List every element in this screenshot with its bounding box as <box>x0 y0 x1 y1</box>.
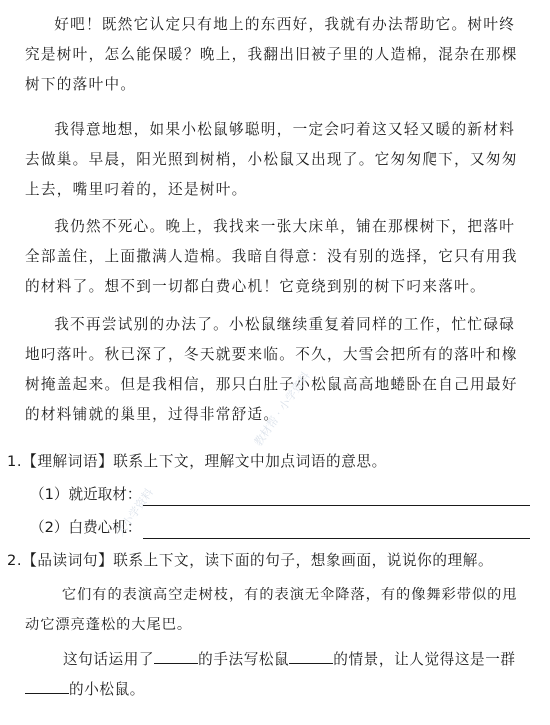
question-1-item-2-label: （2）白费心机： <box>30 519 142 536</box>
answer-line-1[interactable] <box>143 489 530 506</box>
fill-text-3: 的情景，让人觉得这是一群 <box>333 651 516 668</box>
fill-text-4: 的小松鼠。 <box>69 681 145 698</box>
answer-line-2[interactable] <box>143 522 530 539</box>
question-1-title: 1.【理解词语】联系上下文，理解文中加点词语的意思。 <box>7 453 387 470</box>
question-2-quote: 它们有的表演高空走树枝，有的表演无伞降落，有的像舞彩带似的甩动它漂亮蓬松的大尾巴。 <box>25 587 518 633</box>
fill-line-2 <box>25 681 145 698</box>
fill-text-1: 这句话运用了 <box>62 651 155 668</box>
watermark-2: 大小学资料 <box>113 486 156 539</box>
watermark-1: 教材帮 · 小学资料 <box>251 369 313 449</box>
paragraph-2: 我得意地想，如果小松鼠够聪明，一定会叼着这又轻又暖的新材料去做巢。早晨，阳光照到树梢，小松鼠又出现了。它匆匆爬下，又匆匆上去，嘴里叼着的，还是树叶。 <box>25 121 518 198</box>
paragraph-3: 我仍然不死心。晚上，我找来一张大床单，铺在那棵树下，把落叶全部盖住，上面撒满人造棉。我暗自得意：没有别的选择，它只有用我的材料了。想不到一切都白费心机！它竟绕到别的树下叼来落叶。 <box>25 218 518 295</box>
question-1-item-1-label: （1）就近取材： <box>30 486 142 503</box>
fill-blank-2[interactable] <box>289 649 333 664</box>
fill-blank-1[interactable] <box>154 649 198 664</box>
question-2-title: 2.【品读词句】联系上下文，读下面的句子，想象画面，说说你的理解。 <box>7 552 494 569</box>
fill-blank-3[interactable] <box>25 679 69 694</box>
fill-text-2: 的手法写松鼠 <box>198 651 290 668</box>
question-2-fill <box>25 645 535 705</box>
question-1-item-1 <box>30 484 530 506</box>
question-1-item-2 <box>30 517 530 539</box>
fill-line-1 <box>25 645 535 675</box>
paragraph-1: 好吧！既然它认定只有地上的东西好，我就有办法帮助它。树叶终究是树叶，怎么能保暖？晚上，我翻出旧被子里的人造棉，混杂在那棵树下的落叶中。 <box>25 16 518 93</box>
paragraph-4: 我不再尝试别的办法了。小松鼠继续重复着同样的工作，忙忙碌碌地叼落叶。秋已深了，冬天就要来临。不久，大雪会把所有的落叶和橡树掩盖起来。但是我相信，那只白肚子小松鼠高高地蜷卧在自己用最好的材料铺就的巢里，过得非常舒适。 <box>25 316 518 423</box>
